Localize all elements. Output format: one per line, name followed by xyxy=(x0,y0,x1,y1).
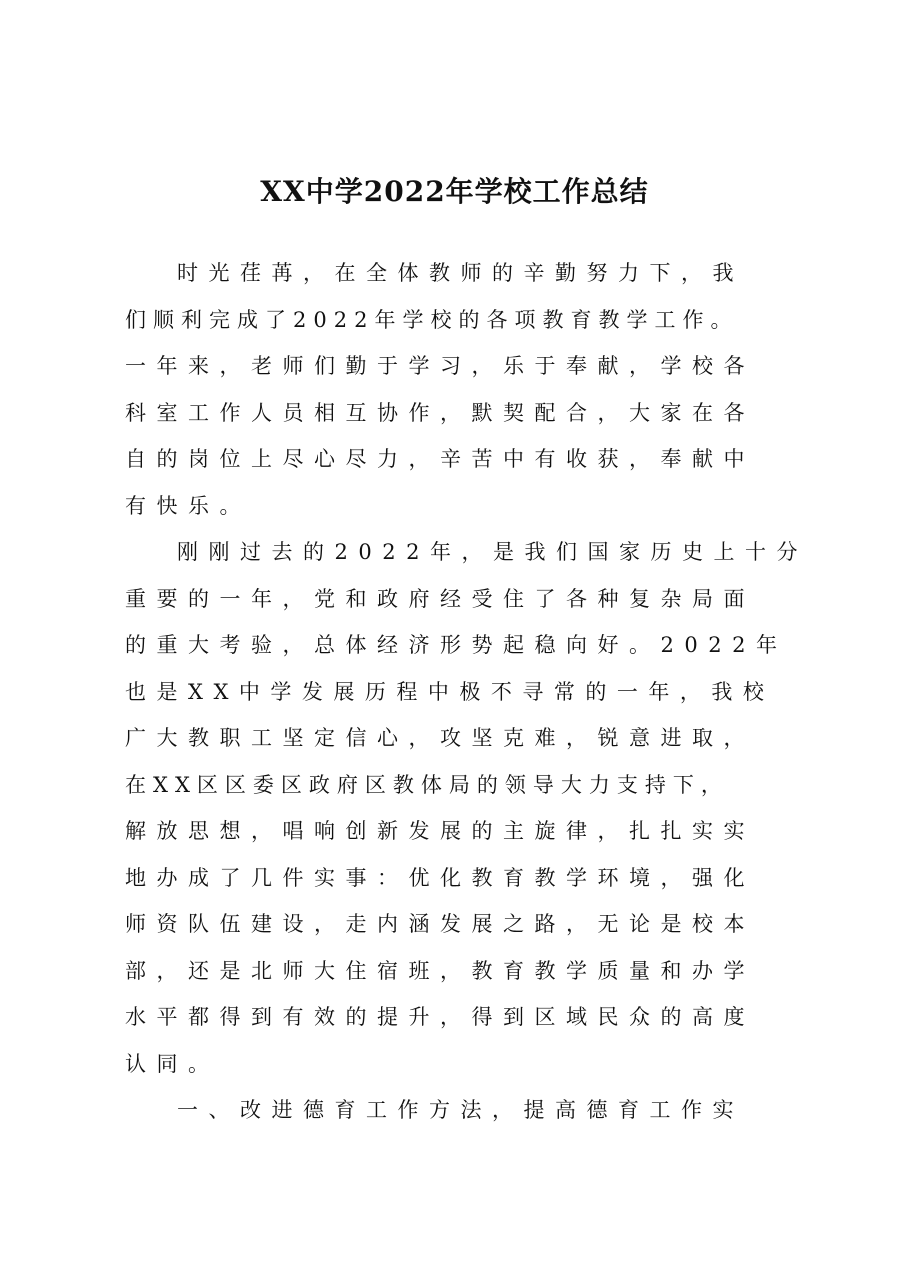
body-line: 有快乐。 xyxy=(125,493,251,518)
body-line: 也是XX中学发展历程中极不寻常的一年，我校 xyxy=(125,679,775,704)
body-line: 的重大考验，总体经济形势起稳向好。2022年 xyxy=(125,633,788,657)
body-line: 时光荏苒，在全体教师的辛勤努力下，我 xyxy=(177,261,744,285)
body-line: 一、改进德育工作方法，提高德育工作实 xyxy=(177,1098,744,1122)
body-line: 部，还是北师大住宿班，教育教学质量和办学 xyxy=(125,958,755,983)
document-body xyxy=(125,250,808,1134)
body-line: 重要的一年，党和政府经受住了各种复杂局面 xyxy=(125,586,755,611)
body-line: 水平都得到有效的提升，得到区域民众的高度 xyxy=(125,1005,755,1029)
body-line: 刚刚过去的2022年，是我们国家历史上十分 xyxy=(177,540,808,564)
body-line: 自的岗位上尽心尽力，辛苦中有收获，奉献中 xyxy=(125,447,755,471)
body-line: 一年来，老师们勤于学习，乐于奉献，学校各 xyxy=(125,354,755,378)
document-title: XX中学2022年学校工作总结 xyxy=(260,175,649,208)
body-line: 认同。 xyxy=(125,1051,220,1076)
body-line: 在XX区区委区政府区教体局的领导大力支持下， xyxy=(125,772,729,797)
body-line: 师资队伍建设，走内涵发展之路，无论是校本 xyxy=(125,912,755,936)
body-line: 们顺利完成了2022年学校的各项教育教学工作。 xyxy=(125,307,739,332)
body-line: 解放思想，唱响创新发展的主旋律，扎扎实实 xyxy=(125,819,755,843)
body-line: 地办成了几件实事：优化教育教学环境，强化 xyxy=(125,865,755,890)
body-line: 科室工作人员相互协作，默契配合，大家在各 xyxy=(125,400,755,425)
body-line: 广大教职工坚定信心，攻坚克难，锐意进取， xyxy=(125,726,755,750)
